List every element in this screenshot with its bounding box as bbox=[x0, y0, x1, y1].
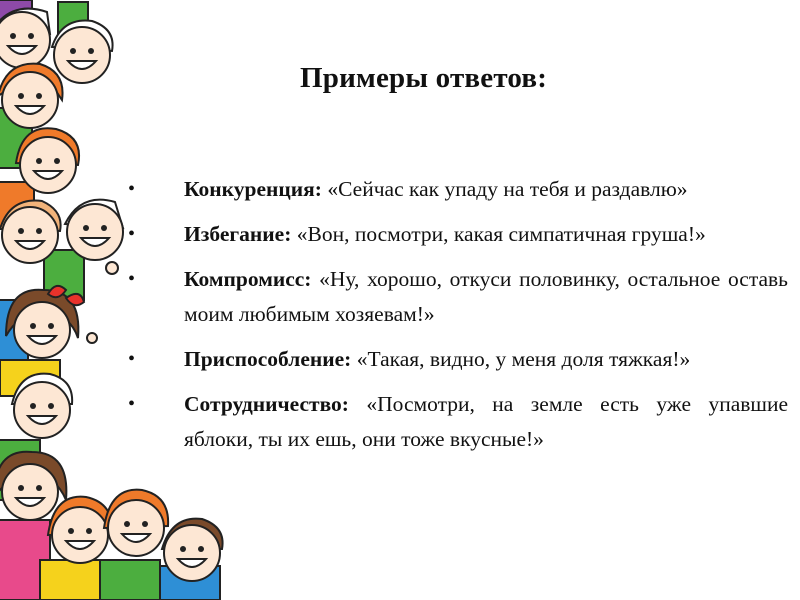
list-item-text bbox=[184, 342, 788, 377]
answers-list bbox=[128, 172, 788, 467]
bullet-marker: • bbox=[128, 393, 136, 415]
item-label: Приспособление: bbox=[184, 347, 352, 371]
list-item-text bbox=[184, 262, 788, 332]
slide-title: Примеры ответов: bbox=[300, 62, 548, 94]
bullet-marker: • bbox=[128, 348, 136, 370]
item-label: Избегание: bbox=[184, 222, 292, 246]
item-label: Конкуренция: bbox=[184, 177, 322, 201]
bullet-marker: • bbox=[128, 268, 136, 290]
list-item-compromise bbox=[128, 262, 788, 332]
list-item-avoidance bbox=[128, 217, 788, 252]
item-quote: «Ну, хорошо, откуси половинку, остальное оставь моим любимым хозяевам!» bbox=[184, 267, 788, 326]
item-quote: «Посмотри, на земле есть уже упавшие яблоки, ты их ешь, они тоже вкусные!» bbox=[184, 392, 788, 451]
item-label: Компромисс: bbox=[184, 267, 312, 291]
item-label: Сотрудничество: bbox=[184, 392, 349, 416]
list-item-accommodation bbox=[128, 342, 788, 377]
list-item-collaboration bbox=[128, 387, 788, 457]
item-quote: «Вон, посмотри, какая симпатичная груша!» bbox=[291, 222, 706, 246]
item-quote: «Сейчас как упаду на тебя и раздавлю» bbox=[321, 177, 688, 201]
bullet-marker: • bbox=[128, 178, 136, 200]
list-item-text bbox=[184, 387, 788, 457]
list-item-text bbox=[184, 172, 788, 207]
bullet-marker: • bbox=[128, 223, 136, 245]
list-item-competition bbox=[128, 172, 788, 207]
list-item-text bbox=[184, 217, 788, 252]
item-quote: «Такая, видно, у меня доля тяжкая!» bbox=[351, 347, 691, 371]
